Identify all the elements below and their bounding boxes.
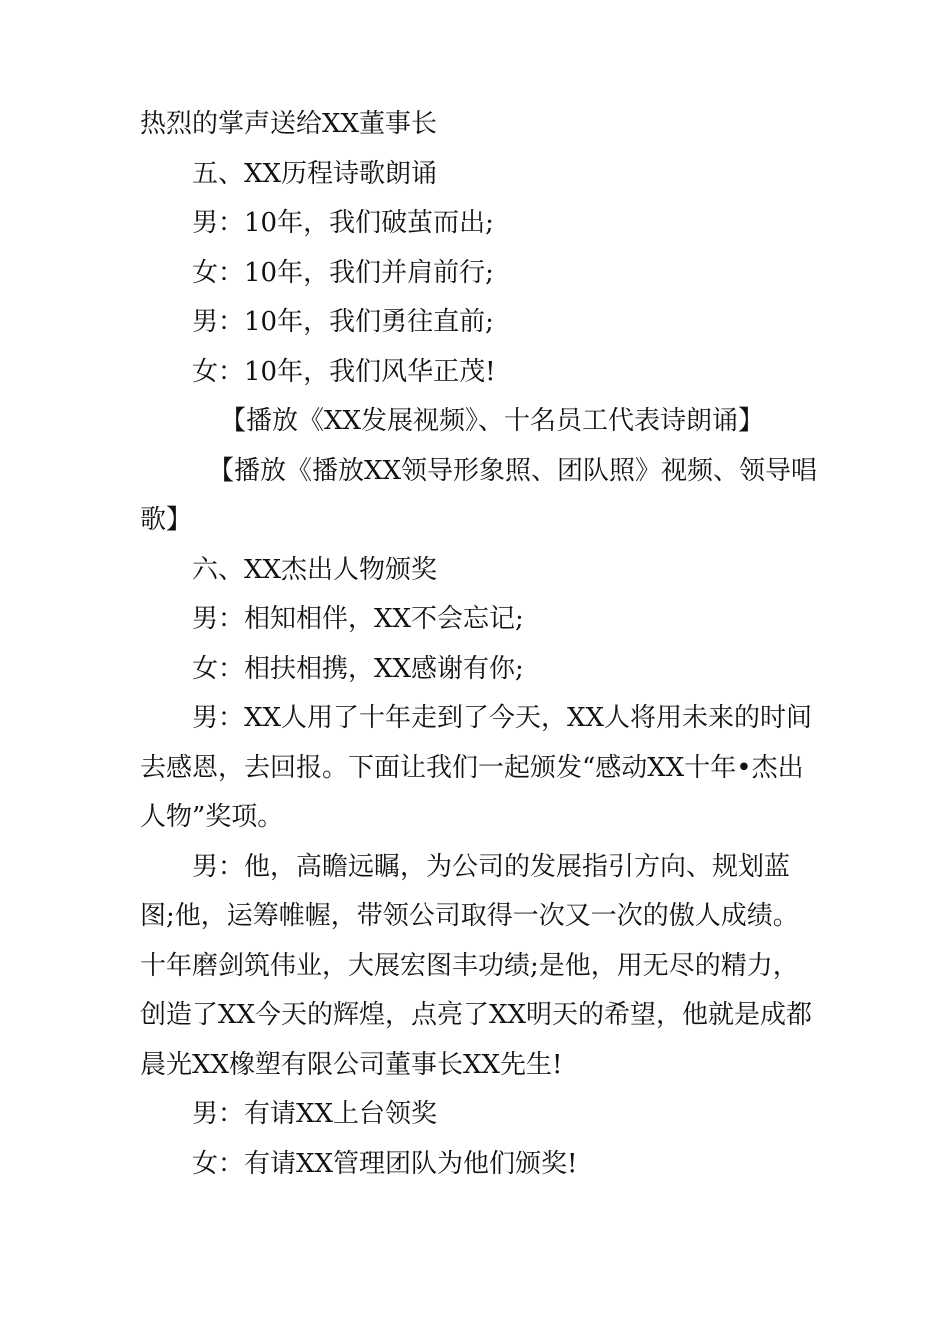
- dialogue-paragraph: 男：XX人用了十年走到了今天，XX人将用未来的时间去感恩，去回报。下面让我们一起颁发“感动XX十年•杰出人物”奖项。: [140, 703, 813, 832]
- dialogue-line: 女：10年，我们并肩前行;: [192, 257, 494, 288]
- stage-direction: 【播放《XX发展视频》、十名员工代表诗朗诵】: [220, 406, 765, 436]
- dialogue-line: 男：10年，我们破茧而出;: [192, 208, 494, 238]
- dialogue-line: 男：有请XX上台领奖: [192, 1099, 438, 1129]
- dialogue-line: 女：相扶相携，XX感谢有你;: [192, 653, 524, 684]
- dialogue-paragraph: 男：他，高瞻远瞩，为公司的发展指引方向、规划蓝图;他，运筹帷幄，带领公司取得一次又一次的傲人成绩。十年磨剑筑伟业，大展宏图丰功绩;是他，用无尽的精力，创造了XX今天的辉煌，点亮了XX明天的希望，他就是成都晨光XX橡塑有限公司董事长XX先生!: [140, 851, 813, 1080]
- dialogue-line: 男：10年，我们勇往直前;: [192, 307, 494, 337]
- dialogue-line: 男：相知相伴，XX不会忘记;: [192, 604, 524, 634]
- stage-direction: 【播放《播放XX领导形象照、团队照》视频、领导唱歌】: [140, 455, 818, 535]
- section-heading-five: 五、XX历程诗歌朗诵: [192, 158, 438, 189]
- dialogue-line: 女：有请XX管理团队为他们颁奖!: [192, 1148, 578, 1179]
- paragraph-continuation: 热烈的掌声送给XX董事长: [140, 109, 438, 139]
- document-body: [140, 100, 820, 1189]
- dialogue-line: 女：10年，我们风华正茂!: [192, 356, 496, 387]
- section-heading-six: 六、XX杰出人物颁奖: [192, 554, 438, 585]
